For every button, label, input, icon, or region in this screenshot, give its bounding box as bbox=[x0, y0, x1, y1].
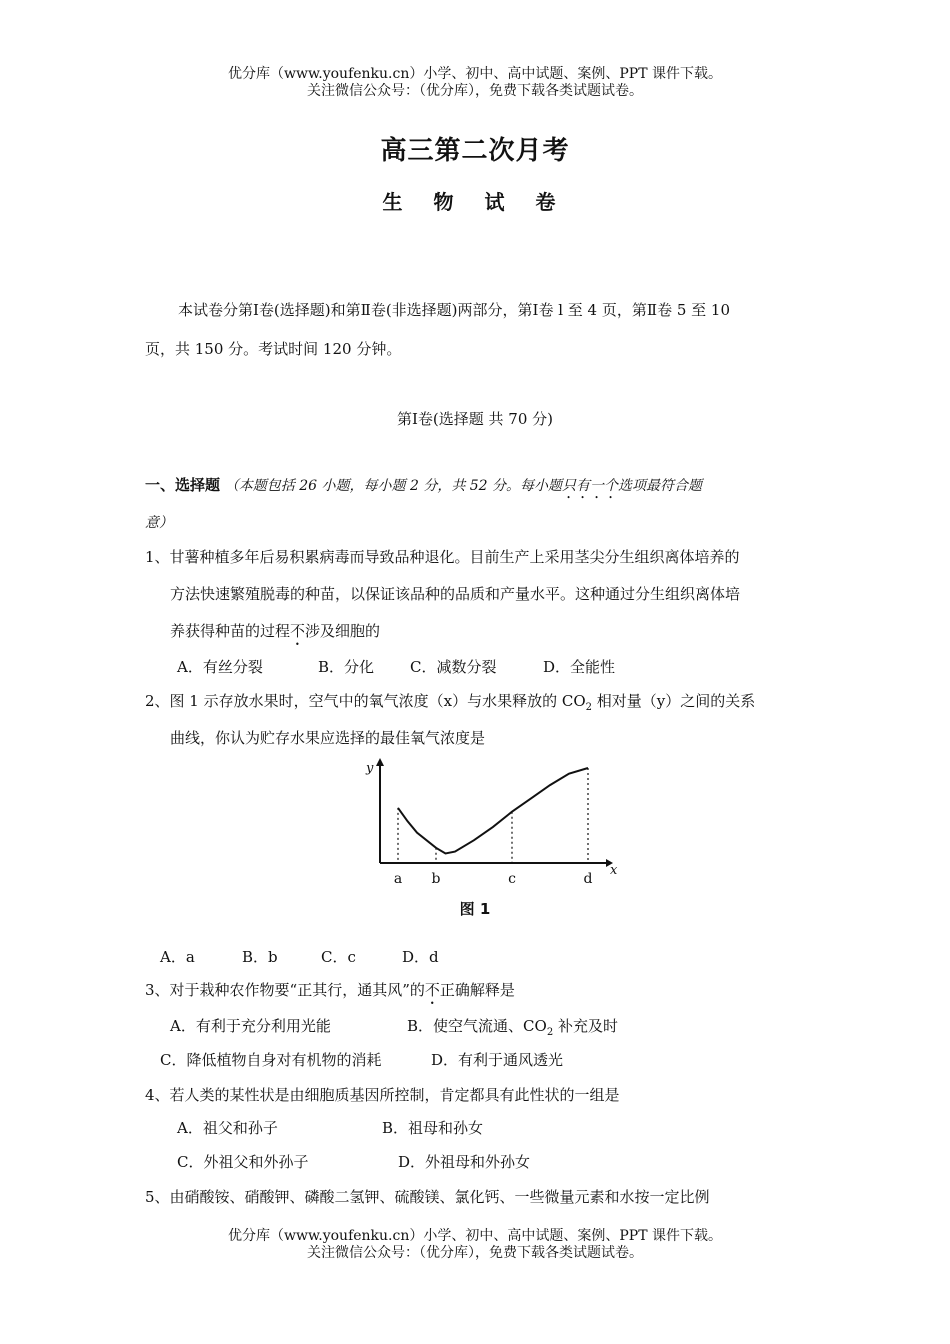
q2-option-d: D．d bbox=[402, 948, 439, 966]
q3-option-b-b: 补充及时 bbox=[553, 1017, 618, 1035]
q3-option-c: C．降低植物自身对有机物的消耗 bbox=[160, 1051, 382, 1069]
q3-option-b-a: B．使空气流通、CO bbox=[407, 1017, 547, 1035]
x-tick-label-d: d bbox=[583, 871, 593, 887]
part1-note-c: 意） bbox=[145, 515, 173, 531]
q4-line-1: 4、若人类的某性状是由细胞质基因所控制，肯定都具有此性状的一组是 bbox=[145, 1086, 620, 1104]
q2-option-c: C．c bbox=[321, 948, 356, 966]
q3-emphasis: 不 bbox=[424, 981, 440, 999]
q1-line-3 bbox=[170, 620, 380, 649]
y-axis-label: y bbox=[366, 761, 374, 776]
q3-line-1-b: 正确解释是 bbox=[439, 981, 515, 999]
q3-option-b bbox=[407, 1015, 618, 1038]
q3-option-d: D．有利于通风透光 bbox=[431, 1051, 564, 1069]
footer-line-2: 关注微信公众号：（优分库），免费下载各类试题试卷。 bbox=[307, 1245, 643, 1261]
q1-emphasis: 不 bbox=[290, 622, 306, 640]
q3-line-1 bbox=[145, 979, 515, 1008]
figure-1-label: 图 1 bbox=[459, 900, 491, 918]
part1-note-a: （本题包括 26 小题，每小题 2 分，共 52 分。每小题 bbox=[224, 478, 563, 494]
q3-line-1-a: 3、对于栽种农作物要“正其行，通其风”的 bbox=[145, 981, 425, 999]
figure-1-chart bbox=[360, 758, 620, 893]
q2-line-1-b: 相对量（y）之间的关系 bbox=[592, 692, 756, 710]
q4-option-b: B．祖母和孙女 bbox=[382, 1119, 484, 1137]
q2-co2-subscript: 2 bbox=[585, 702, 593, 713]
y-axis-arrow bbox=[376, 758, 384, 766]
section-title: 第Ⅰ卷(选择题 共 70 分) bbox=[396, 410, 554, 428]
exam-subtitle: 生 物 试 卷 bbox=[382, 190, 568, 214]
q2-option-b: B．b bbox=[242, 948, 278, 966]
q2-line-1-a: 2、图 1 示存放水果时，空气中的氧气浓度（x）与水果释放的 CO bbox=[145, 692, 586, 710]
x-tick-label-b: b bbox=[431, 871, 441, 887]
q3-co2-subscript: 2 bbox=[546, 1027, 554, 1038]
intro-line-1: 本试卷分第Ⅰ卷(选择题)和第Ⅱ卷(非选择题)两部分，第Ⅰ卷 l 至 4 页，第Ⅱ卷 5 至 10 bbox=[178, 301, 731, 319]
x-tick-label-c: c bbox=[508, 871, 516, 887]
header-line-2: 关注微信公众号：（优分库），免费下载各类试题试卷。 bbox=[307, 83, 643, 99]
x-tick-label-a: a bbox=[393, 871, 403, 887]
q1-line-1: 1、甘薯种植多年后易积累病毒而导致品种退化。目前生产上采用茎尖分生组织离体培养的 bbox=[145, 548, 740, 566]
q2-line-1 bbox=[145, 690, 755, 713]
q2-line-2: 曲线，你认为贮存水果应选择的最佳氧气浓度是 bbox=[170, 729, 486, 747]
q3-option-a: A．有利于充分利用光能 bbox=[170, 1017, 331, 1035]
q1-line-3-b: 涉及细胞的 bbox=[305, 622, 381, 640]
x-axis-label: x bbox=[610, 863, 618, 878]
chart-plot-area bbox=[365, 758, 618, 887]
q1-option-b: B．分化 bbox=[318, 658, 375, 676]
q2-option-a: A．a bbox=[160, 948, 195, 966]
q1-line-3-a: 养获得种苗的过程 bbox=[170, 622, 291, 640]
part1-heading-line bbox=[145, 474, 702, 502]
data-curve bbox=[398, 768, 588, 854]
q1-option-a: A．有丝分裂 bbox=[177, 658, 263, 676]
part1-note-emphasis: 只有一个 bbox=[562, 478, 619, 494]
part1-note-b: 选项最符合题 bbox=[618, 478, 703, 494]
q1-option-d: D．全能性 bbox=[543, 658, 616, 676]
intro-line-2: 页，共 150 分。考试时间 120 分钟。 bbox=[145, 340, 402, 358]
footer-line-1: 优分库（www.youfenku.cn）小学、初中、高中试题、案例、PPT 课件下载。 bbox=[227, 1228, 722, 1244]
q5-line-1: 5、由硝酸铵、硝酸钾、磷酸二氢钾、硫酸镁、氯化钙、一些微量元素和水按一定比例 bbox=[145, 1188, 710, 1206]
part1-heading: 一、选择题 bbox=[145, 476, 221, 494]
q1-option-c: C．减数分裂 bbox=[410, 658, 497, 676]
q4-option-a: A．祖父和孙子 bbox=[177, 1119, 278, 1137]
q4-option-c: C．外祖父和外孙子 bbox=[177, 1153, 309, 1171]
q1-line-2: 方法快速繁殖脱毒的种苗，以保证该品种的品质和产量水平。这种通过分生组织离体培 bbox=[170, 585, 741, 603]
page-footer bbox=[0, 1228, 950, 1262]
page-header bbox=[0, 66, 950, 100]
exam-title: 高三第二次月考 bbox=[380, 136, 570, 166]
q4-option-d: D．外祖母和外孙女 bbox=[398, 1153, 531, 1171]
header-line-1: 优分库（www.youfenku.cn）小学、初中、高中试题、案例、PPT 课件下载。 bbox=[227, 66, 722, 82]
